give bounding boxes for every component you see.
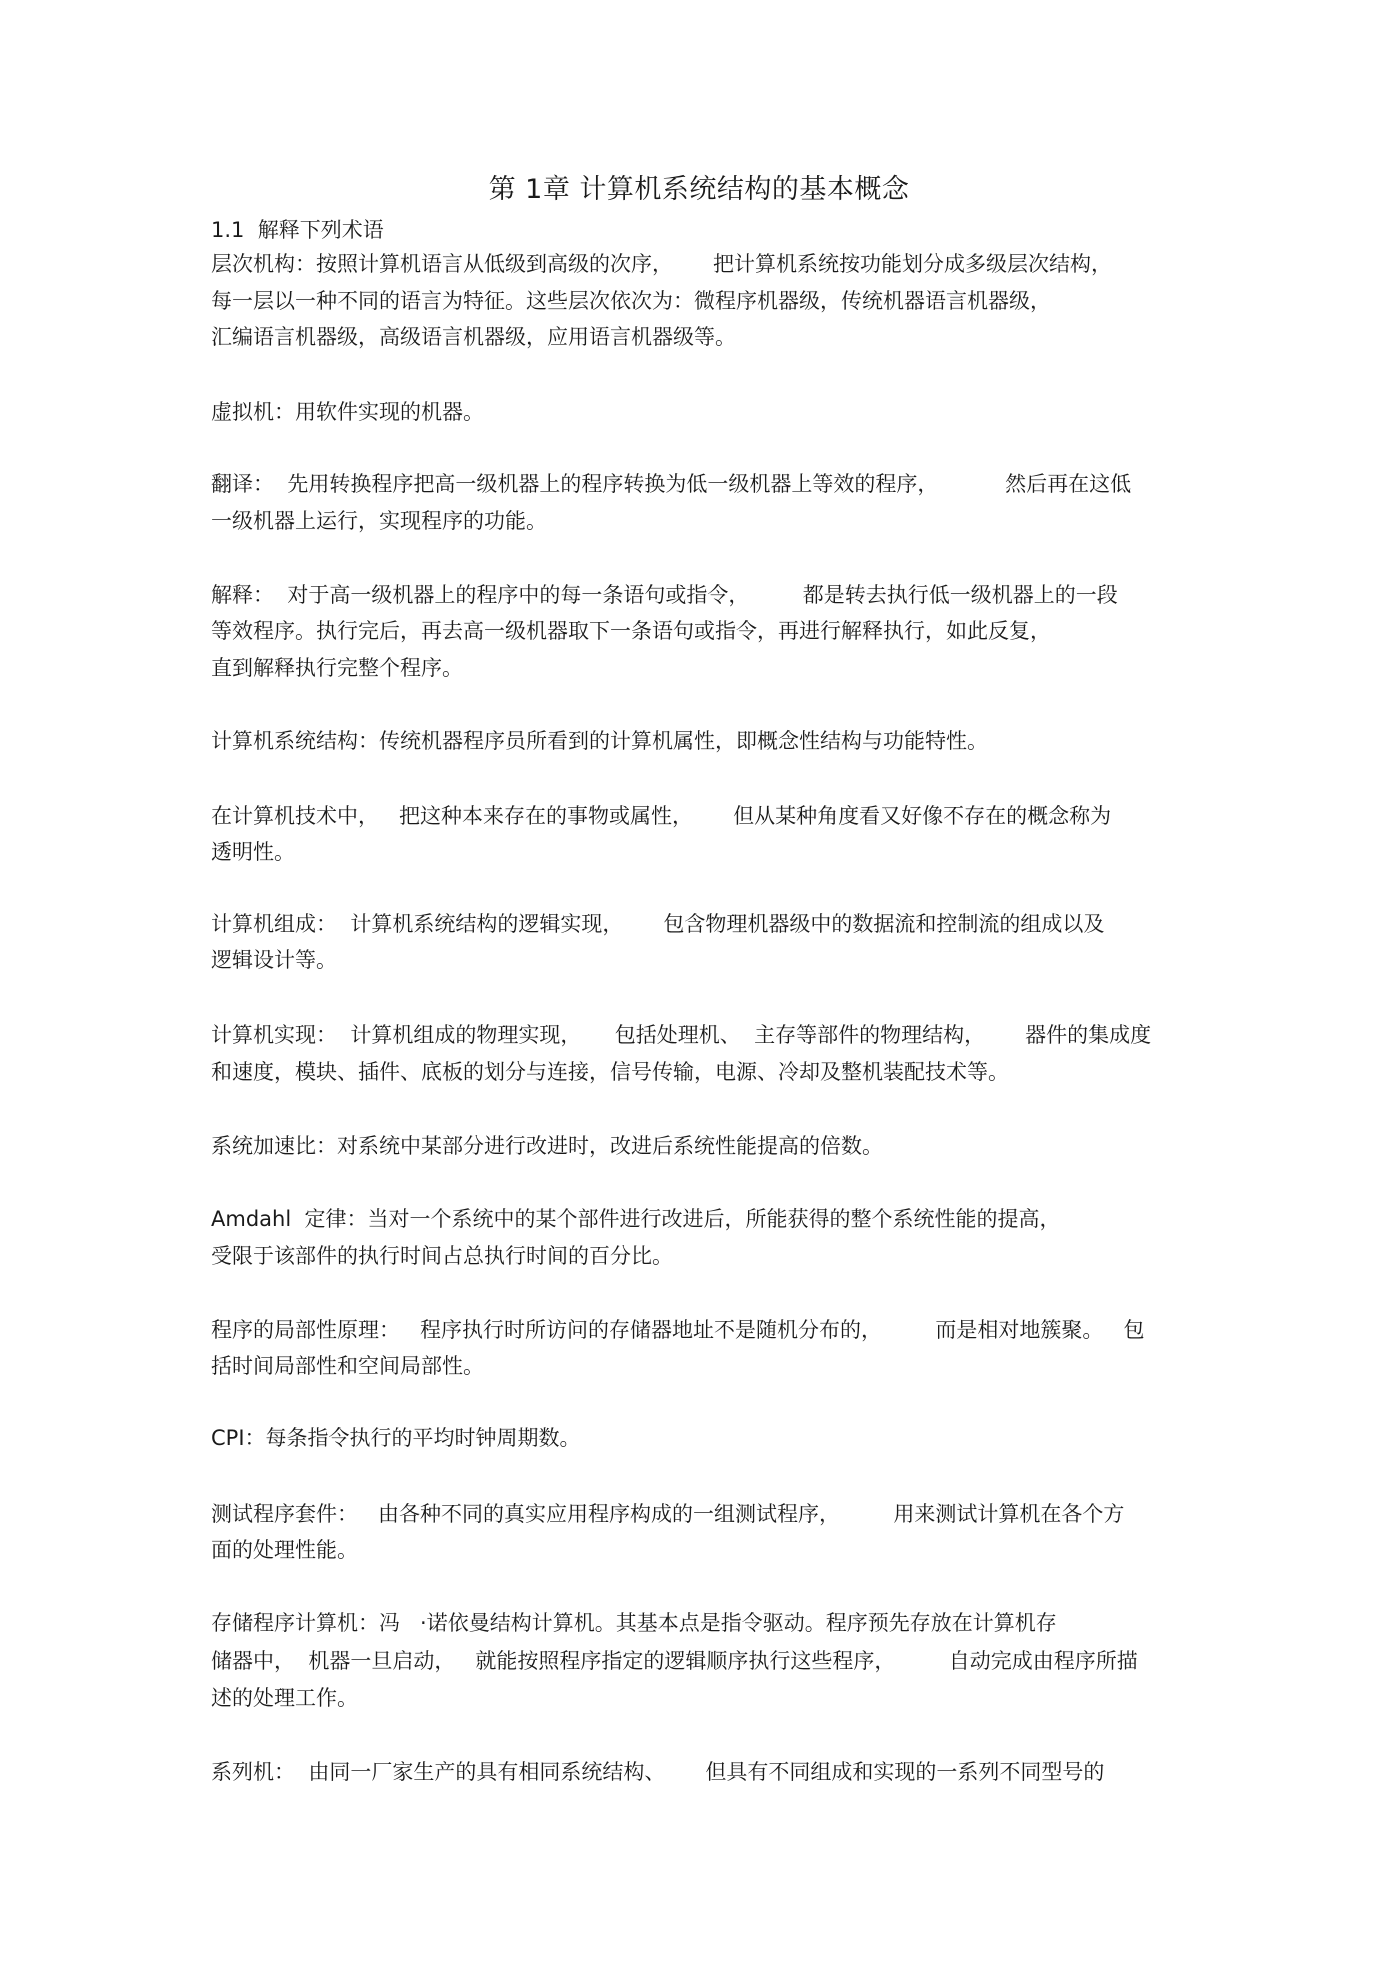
section-heading: 1.1 解释下列术语 [211, 218, 384, 242]
text-line: 计算机组成： 计算机系统结构的逻辑实现， 包含物理机器级中的数据流和控制流的组成以及 [211, 912, 1105, 936]
text-line: 储器中， 机器一旦启动， 就能按照程序指定的逻辑顺序执行这些程序， 自动完成由程序所描 [211, 1649, 1138, 1673]
text-line: 层次机构：按照计算机语言从低级到高级的次序， 把计算机系统按功能划分成多级层次结构， [211, 252, 1113, 276]
text-line: 和速度，模块、插件、底板的划分与连接，信号传输，电源、冷却及整机装配技术等。 [211, 1060, 1009, 1084]
text-line: 受限于该部件的执行时间占总执行时间的百分比。 [211, 1244, 673, 1268]
text-line: 逻辑设计等。 [211, 948, 337, 972]
text-line: 直到解释执行完整个程序。 [211, 656, 463, 680]
text-line: 翻译： 先用转换程序把高一级机器上的程序转换为低一级机器上等效的程序， 然后再在这低 [211, 472, 1132, 496]
text-line: 每一层以一种不同的语言为特征。这些层次依次为：微程序机器级，传统机器语言机器级， [211, 289, 1051, 313]
text-line: 等效程序。执行完后，再去高一级机器取下一条语句或指令，再进行解释执行，如此反复， [211, 619, 1051, 643]
text-line: 程序的局部性原理： 程序执行时所访问的存储器地址不是随机分布的， 而是相对地簇聚。 包 [211, 1318, 1145, 1342]
text-line: CPI：每条指令执行的平均时钟周期数。 [211, 1426, 581, 1450]
chapter-title: 第 1章 计算机系统结构的基本概念 [488, 174, 910, 205]
text-line: 汇编语言机器级，高级语言机器级，应用语言机器级等。 [211, 325, 736, 349]
text-line: 述的处理工作。 [211, 1686, 358, 1710]
text-line: 一级机器上运行，实现程序的功能。 [211, 509, 547, 533]
text-line: 解释： 对于高一级机器上的程序中的每一条语句或指令， 都是转去执行低一级机器上的一段 [211, 583, 1118, 607]
text-line: 虚拟机：用软件实现的机器。 [211, 400, 484, 424]
text-line: 计算机系统结构：传统机器程序员所看到的计算机属性，即概念性结构与功能特性。 [211, 729, 988, 753]
text-line: 系统加速比：对系统中某部分进行改进时，改进后系统性能提高的倍数。 [211, 1134, 883, 1158]
text-line: 计算机实现： 计算机组成的物理实现， 包括处理机、 主存等部件的物理结构， 器件的集成度 [211, 1023, 1152, 1047]
text-line: 面的处理性能。 [211, 1538, 358, 1562]
text-line: 测试程序套件： 由各种不同的真实应用程序构成的一组测试程序， 用来测试计算机在各个方 [211, 1502, 1125, 1526]
text-line: Amdahl 定律：当对一个系统中的某个部件进行改进后，所能获得的整个系统性能的提高， [211, 1207, 1061, 1231]
text-line: 括时间局部性和空间局部性。 [211, 1354, 484, 1378]
text-line: 存储程序计算机：冯 ·诺依曼结构计算机。其基本点是指令驱动。程序预先存放在计算机存 [211, 1611, 1057, 1635]
text-line: 透明性。 [211, 840, 295, 864]
text-line: 在计算机技术中， 把这种本来存在的事物或属性， 但从某种角度看又好像不存在的概念称为 [211, 804, 1112, 828]
text-line: 系列机： 由同一厂家生产的具有相同系统结构、 但具有不同组成和实现的一系列不同型号的 [211, 1760, 1105, 1784]
